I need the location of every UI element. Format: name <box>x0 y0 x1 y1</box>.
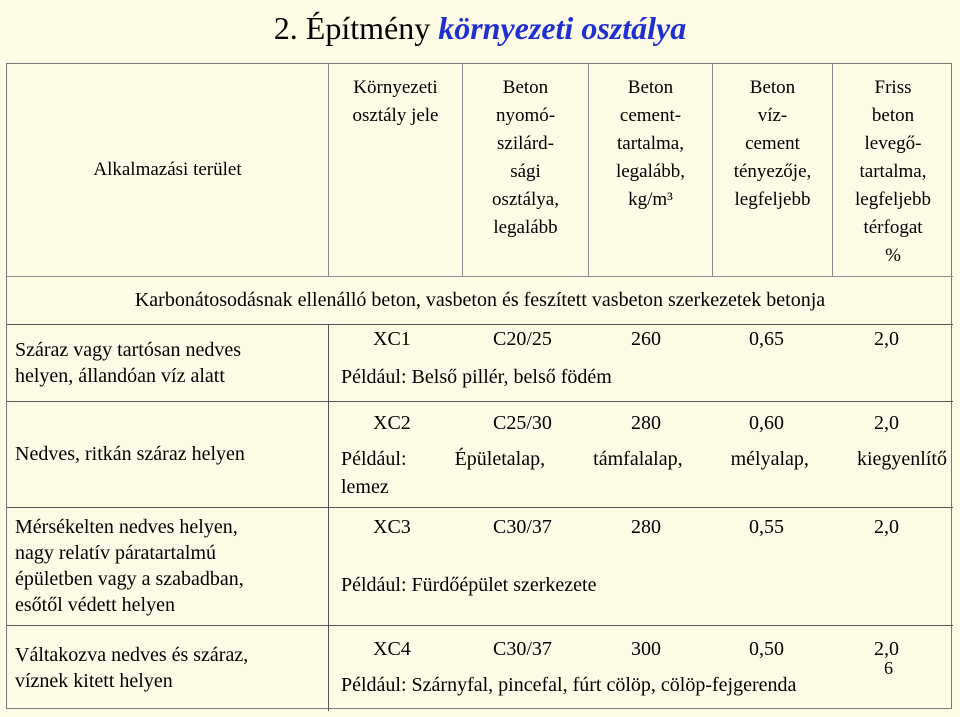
table-row <box>7 625 953 711</box>
class-code: XC2 <box>373 412 411 434</box>
class-code: XC4 <box>373 638 411 660</box>
slide-title <box>0 8 960 48</box>
application-area-cell <box>7 507 329 625</box>
class-values <box>329 325 953 353</box>
table-header <box>7 64 953 276</box>
cement-content: 280 <box>631 412 661 434</box>
class-details-cell <box>329 625 953 711</box>
application-area-cell <box>7 325 329 401</box>
application-area-cell <box>7 401 329 507</box>
example-word: Például: <box>341 448 407 470</box>
table-body <box>7 324 953 710</box>
example-text: Például: Fürdőépület szerkezete <box>341 574 597 596</box>
application-area-text: Száraz vagy tartósan nedves helyen, állandóan víz alatt <box>15 339 242 387</box>
header-cement-content <box>589 64 713 276</box>
header-strength-class <box>463 64 589 276</box>
water-cement-ratio: 0,60 <box>749 412 784 434</box>
example-text <box>341 445 947 501</box>
header-class-code-label: Környezeti osztály jele <box>352 77 439 126</box>
example-text: Például: Szárnyfal, pincefal, fúrt cölöp, cölöp-fejgerenda <box>341 674 797 696</box>
water-cement-ratio: 0,50 <box>749 638 784 660</box>
page-number: 6 <box>884 658 893 678</box>
section-title: Karbonátosodásnak ellenálló beton, vasbeton és feszített vasbeton szerkezetek betonja <box>7 276 953 324</box>
example-word: Épületalap, <box>454 448 546 470</box>
title-accent: környezeti osztálya <box>438 10 687 46</box>
air-content: 2,0 <box>874 328 899 350</box>
title-prefix: 2. Építmény <box>273 10 439 46</box>
table-row <box>7 507 953 625</box>
example-continuation: lemez <box>341 476 389 498</box>
class-details-cell <box>329 401 953 507</box>
cement-content: 260 <box>631 328 661 350</box>
application-area-text: Mérsékelten nedves helyen, nagy relatív páratartalmú épületben vagy a szabadban, esőtől védett helyen <box>15 516 244 616</box>
class-details-cell <box>329 507 953 625</box>
application-area-text: Váltakozva nedves és száraz, víznek kitett helyen <box>15 644 249 692</box>
class-values <box>329 513 953 541</box>
class-details-cell <box>329 325 953 401</box>
application-area-text: Nedves, ritkán száraz helyen <box>15 443 245 465</box>
cement-content: 300 <box>631 638 661 660</box>
air-content: 2,0 <box>874 516 899 538</box>
strength-class: C30/37 <box>493 516 552 538</box>
water-cement-ratio: 0,65 <box>749 328 784 350</box>
water-cement-ratio: 0,55 <box>749 516 784 538</box>
class-code: XC1 <box>373 328 411 350</box>
class-values <box>329 409 953 437</box>
header-application-area <box>7 64 329 276</box>
example-word: mélyalap, <box>730 448 809 470</box>
header-strength-class-label: Beton nyomó- szilárd- sági osztálya, legalább <box>491 77 559 238</box>
example-text: Például: Belső pillér, belső födém <box>341 366 612 388</box>
table-row <box>7 325 953 401</box>
table-row <box>7 401 953 507</box>
application-area-cell <box>7 625 329 711</box>
header-cement-content-label: Beton cement- tartalma, legalább, kg/m³ <box>615 77 686 210</box>
header-air-content-label: Friss beton levegő- tartalma, legfeljebb térfogat % <box>855 77 931 266</box>
class-values <box>329 635 953 663</box>
cement-content: 280 <box>631 516 661 538</box>
air-content: 2,0 <box>874 412 899 434</box>
strength-class: C25/30 <box>493 412 552 434</box>
strength-class: C30/37 <box>493 638 552 660</box>
header-class-code <box>329 64 463 276</box>
header-air-content <box>833 64 953 276</box>
example-line <box>341 445 947 473</box>
environment-class-table <box>6 63 952 709</box>
class-code: XC3 <box>373 516 411 538</box>
header-water-cement-ratio <box>713 64 833 276</box>
header-water-cement-ratio-label: Beton víz- cement tényezője, legfeljebb <box>733 77 812 210</box>
example-word: kiegyenlítő <box>856 448 947 470</box>
strength-class: C20/25 <box>493 328 552 350</box>
header-application-area-label: Alkalmazási terület <box>93 159 242 180</box>
example-word: támfalalap, <box>593 448 683 470</box>
air-content: 2,0 <box>874 638 899 660</box>
